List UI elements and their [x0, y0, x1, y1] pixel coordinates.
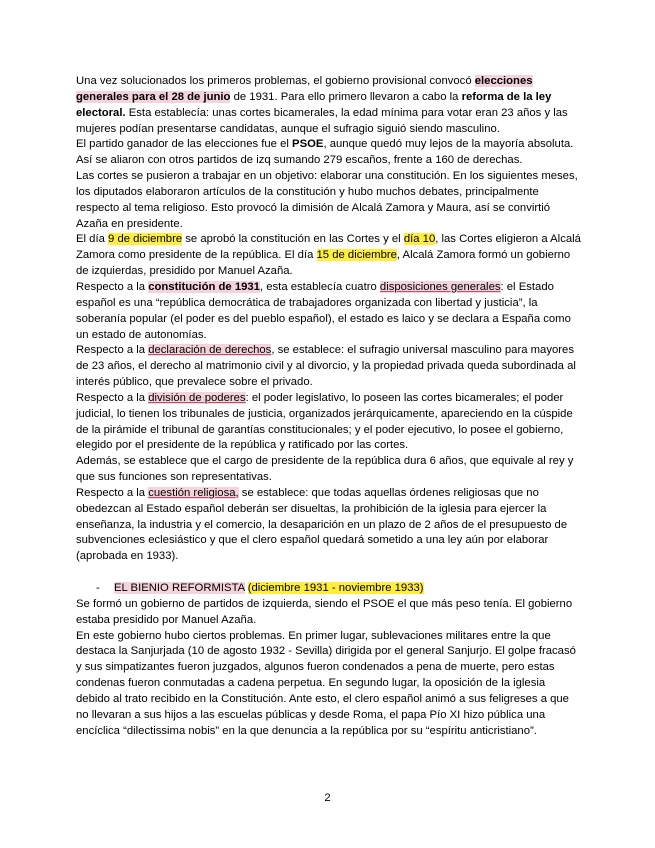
paragraph: [76, 74, 582, 137]
text-run: Respecto a la: [76, 344, 149, 357]
paragraph: [76, 486, 582, 565]
page-number: 2: [324, 792, 331, 804]
paragraph: [76, 391, 582, 454]
text-run: , las Cortes eligieron a Alcalá Zamora como presidente de la república. El día: [76, 233, 581, 262]
highlighted-text: constitución de 1931: [148, 280, 260, 293]
text-run: : el Estado español es una “república democrática de trabajadores organizada con libertad y justicia”, la soberanía popular (el poder es del pueblo español), el estado es laico y se declara a España como un estado de autonomías.: [76, 280, 571, 341]
paragraph: [76, 232, 582, 280]
section-constitution: [76, 74, 582, 565]
highlighted-text: cuestión religiosa,: [148, 486, 239, 499]
text-run: , Alcalá Zamora formó un gobierno de izquierdas, presidido por Manuel Azaña.: [76, 249, 571, 278]
text-run: de 1931. Para ello primero llevaron a cabo la: [230, 90, 462, 103]
bullet-dash: -: [96, 582, 100, 594]
section-bienio: [76, 597, 582, 740]
highlighted-text: elecciones generales para el 28 de junio: [76, 75, 533, 103]
text-run: se aprobó la constitución en las Cortes y el: [182, 233, 404, 246]
text-run: Respecto a la: [76, 280, 149, 293]
text-run: se establece: que todas aquellas órdenes religiosas que no obedezcan al Estado español deberán ser disueltas, la prohibición de la iglesia para ejercer la enseñanza, la industria y el comercio, la desaparición en un plazo de 2 años de el presupuesto de subvenciones eclesiástico y que el clero español quedará sometido a una ley aún por elaborar (aprobada en 1933).: [76, 486, 568, 563]
text-run: Se formó un gobierno de partidos de izquierda, siendo el PSOE el que más peso tenía. El gobierno estaba presidido por Manuel Azaña.: [76, 597, 573, 626]
paragraph: [76, 629, 582, 740]
section-heading-bienio-reformista: [76, 581, 582, 597]
paragraph: [76, 280, 582, 343]
text-run: , esta establecía cuatro: [259, 280, 380, 293]
text-run: , aunque quedó muy lejos de la mayoría absoluta. Así se aliaron con otros partidos de izq sumando 279 escaños, frente a 160 de derechas.: [76, 138, 574, 167]
highlighted-text: disposiciones generales: [379, 280, 501, 293]
highlighted-text: 15 de diciembre: [316, 249, 397, 262]
highlighted-text: 9 de diciembre: [108, 233, 183, 246]
text-run: Esta establecía: unas cortes bicamerales, la edad mínima para votar eran 23 años y las mujeres podían presentarse candidatas, aunque el sufragio siguió siendo masculino.: [76, 106, 568, 135]
highlighted-text: declaración de derechos: [148, 344, 272, 357]
heading-dates: (diciembre 1931 - noviembre 1933): [247, 582, 424, 594]
text-run: El partido ganador de las elecciones fue el: [76, 138, 293, 151]
paragraph: [76, 597, 582, 629]
text-run: Las cortes se pusieron a trabajar en un objetivo: elaborar una constitución. En los siguientes meses, los diputados elaboraron artículos de la constitución y hubo muchos debates, principalmente respecto al tema religioso. Esto provocó la dimisión de Alcalá Zamora y Maura, así se convirtió Azaña en presidente.: [76, 170, 578, 230]
highlighted-text: día 10: [403, 233, 436, 246]
text-run: Una vez solucionados los primeros problemas, el gobierno provisional convocó: [76, 75, 475, 87]
highlighted-text: PSOE: [292, 138, 324, 151]
text-run: Además, se establece que el cargo de presidente de la república dura 6 años, que equivale al rey y que sus funciones son representativas.: [76, 455, 574, 484]
paragraph: [76, 343, 582, 391]
paragraph: [76, 454, 582, 486]
text-run: : el poder legislativo, lo poseen las cortes bicamerales; el poder judicial, lo tienen los tribunales de justicia, organizados jerárquicamente, apareciendo en la cúspide de la pirámide el tribunal de garantías constitucionales; y el poder ejecutivo, lo posee el gobierno, elegido por el presidente de la república y ratificado por las cortes.: [76, 391, 573, 452]
document-body: [76, 74, 582, 739]
text-run: Respecto a la: [76, 391, 149, 404]
text-run: En este gobierno hubo ciertos problemas. En primer lugar, sublevaciones militares entre la que destaca la Sanjurjada (10 de agosto 1932 - Sevilla) dirigida por el general Sanjurjo. El golpe fracasó y sus simpatizantes fueron juzgados, algunos fueron condenados a pena de muerte, pero estas condenas fueron conmutadas a cadena perpetua. En segundo lugar, la oposición de la iglesia debido al trato recibido en la Constitución. Ante esto, el clero español animó a sus feligreses a que no llevaran a sus hijos a las escuelas públicas y desde Roma, el papa Pío XI hizo pública una encíclica “dilectissima nobis” en la que denuncia a la república por su “espíritu anticristiano”.: [76, 629, 576, 737]
text-run: , se establece: el sufragio universal masculino para mayores de 23 años, el derecho al matrimonio civil y al divorcio, y la propiedad privada queda subordinada al interés público, que prevalece sobre el privado.: [76, 344, 576, 389]
text-run: El día: [76, 233, 109, 246]
text-run: Respecto a la: [76, 486, 149, 499]
paragraph: [76, 137, 582, 169]
paragraph: [76, 169, 582, 232]
highlighted-text: división de poderes: [148, 391, 246, 404]
highlighted-text: reforma de la ley electoral.: [76, 90, 552, 119]
heading-title: EL BIENIO REFORMISTA: [114, 582, 245, 594]
